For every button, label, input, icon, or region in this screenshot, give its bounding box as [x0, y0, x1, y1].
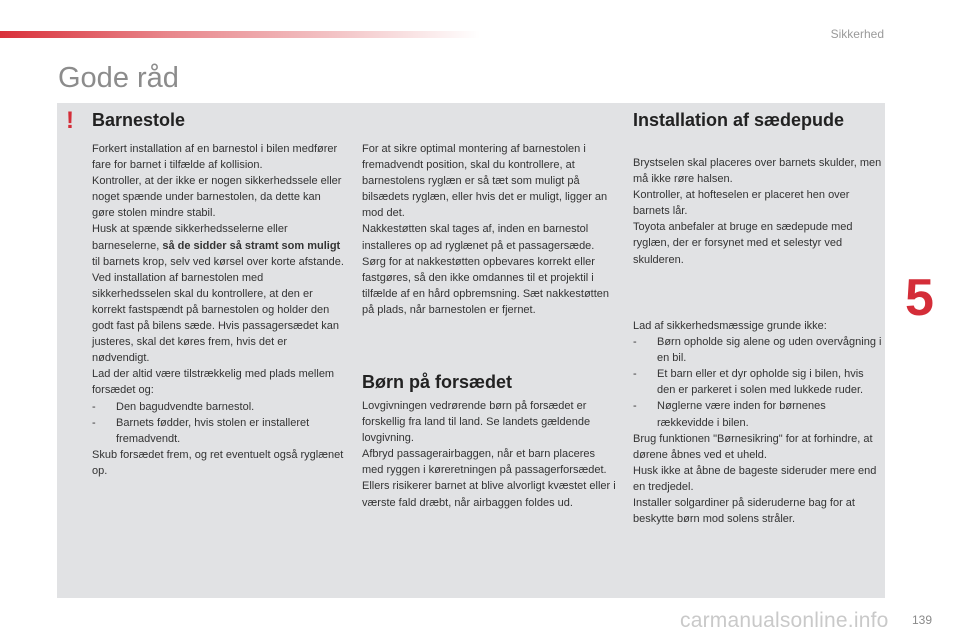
paragraph: Sørg for at nakkestøtten opbevares korrekt eller fastgøres, så den ikke omdannes til et projektil i tilfælde af en hård opbremsning. Sæt nakkestøtten på plads, når barnestolen er fjernet.: [362, 255, 610, 316]
paragraph: Husk ikke at åbne de bageste sideruder mere end en tredjedel.: [633, 464, 877, 493]
paragraph: Brystselen skal placeres over barnets skulder, men må ikke røre halsen.: [633, 157, 882, 186]
list-item-text: Nøglerne være inden for børnenes rækkevidde i bilen.: [657, 400, 826, 429]
paragraph: Installer solgardiner på sideruderne bag for at beskytte børn mod solens stråler.: [633, 497, 855, 526]
list-item: [633, 398, 883, 430]
paragraph: Skub forsædet frem, og ret eventuelt også ryglænet op.: [92, 448, 344, 477]
list-item: [92, 415, 344, 447]
list-item-text: Børn opholde sig alene og uden overvågning i en bil.: [657, 336, 882, 365]
sikkerhedsgrunde-text: [633, 318, 883, 527]
list-dash: -: [92, 400, 96, 413]
list-item-text: Barnets fødder, hvis stolen er installeret fremadvendt.: [116, 416, 310, 445]
paragraph: Lad der altid være tilstrækkelig med plads mellem forsædet og:: [92, 368, 335, 397]
list-dash: -: [633, 400, 637, 413]
list-dash: -: [633, 368, 637, 381]
barnestole-column-2: [362, 141, 617, 318]
page-number: 139: [912, 613, 933, 627]
text-run: til barnets krop, selv ved kørsel over korte afstande.: [92, 255, 344, 268]
paragraph: Lad af sikkerhedsmæssige grunde ikke:: [633, 320, 827, 332]
heading-barnestole: Barnestole: [92, 110, 186, 130]
page-title: Gode råd: [58, 62, 179, 94]
installation-text: [633, 155, 883, 268]
list-item: [633, 366, 883, 398]
header-gradient-bar: [0, 31, 480, 38]
paragraph: Forkert installation af en barnestol i bilen medfører fare for barnet i tilfælde af kollision.: [92, 143, 338, 172]
paragraph: Nakkestøtten skal tages af, inden en barnestol installeres op ad ryglænet på et passagersæde.: [362, 223, 595, 252]
paragraph: Lovgivningen vedrørende børn på forsædet er forskellig fra land til land. Se landets gældende lovgivning.: [362, 400, 591, 445]
paragraph: [92, 221, 344, 269]
paragraph: For at sikre optimal montering af barnestolen i fremadvendt position, skal du kontrollere, at barnestolens ryglæn er så tæt som muligt på bilsædets ryglæn, eller hvis det er muligt, ligger an mod det.: [362, 143, 608, 220]
barnestole-column-1: [92, 141, 344, 479]
paragraph: Brug funktionen "Børnesikring" for at forhindre, at dørene åbnes ved et uheld.: [633, 432, 873, 461]
paragraph: Kontroller, at hofteselen er placeret hen over barnets lår.: [633, 189, 850, 218]
exclamation-warning-icon: !: [66, 107, 74, 134]
heading-born-paa-forsaedet: Børn på forsædet: [362, 372, 513, 392]
bold-text-run: så de sidder så stramt som muligt: [162, 239, 341, 252]
list-dash: -: [633, 336, 637, 349]
paragraph: Toyota anbefaler at bruge en sædepude med ryglæn, der er forsynet med et selestyr ved skulderen.: [633, 221, 853, 266]
list-item-text: Et barn eller et dyr opholde sig i bilen, hvis den er parkeret i solen med lukkede ruder.: [657, 368, 864, 397]
text-run: Husk at spænde sikkerhedsselerne eller barneselerne,: [92, 223, 288, 252]
list-item: [633, 334, 883, 366]
watermark: carmanualsonline.info: [680, 609, 889, 632]
list-item-text: Den bagudvendte barnestol.: [116, 400, 255, 413]
list-dash: -: [92, 416, 96, 429]
born-paa-forsaedet-text: [362, 398, 617, 511]
heading-installation-af-saedepude: Installation af sædepude: [633, 110, 845, 130]
list-item: [92, 399, 344, 415]
chapter-number: 5: [905, 269, 934, 327]
paragraph: Kontroller, at der ikke er nogen sikkerhedssele eller noget spænde under barnestolen, da dette kan gøre stolen mindre stabil.: [92, 175, 342, 220]
section-name: Sikkerhed: [830, 27, 884, 41]
paragraph: Ved installation af barnestolen med sikkerhedsselen skal du kontrollere, at den er korrekt fastspændt på barnestolen og holder den godt fast på bilens sæde. Hvis passagersædet kan justeres, skal det køres frem, hvis det er nødvendigt.: [92, 271, 340, 365]
paragraph: Afbryd passagerairbaggen, når et barn placeres med ryggen i køreretningen på passagerforsædet. Ellers risikerer barnet at blive alvorligt kvæstet eller i værste fald dræbt, når airbaggen foldes ud.: [362, 448, 616, 509]
